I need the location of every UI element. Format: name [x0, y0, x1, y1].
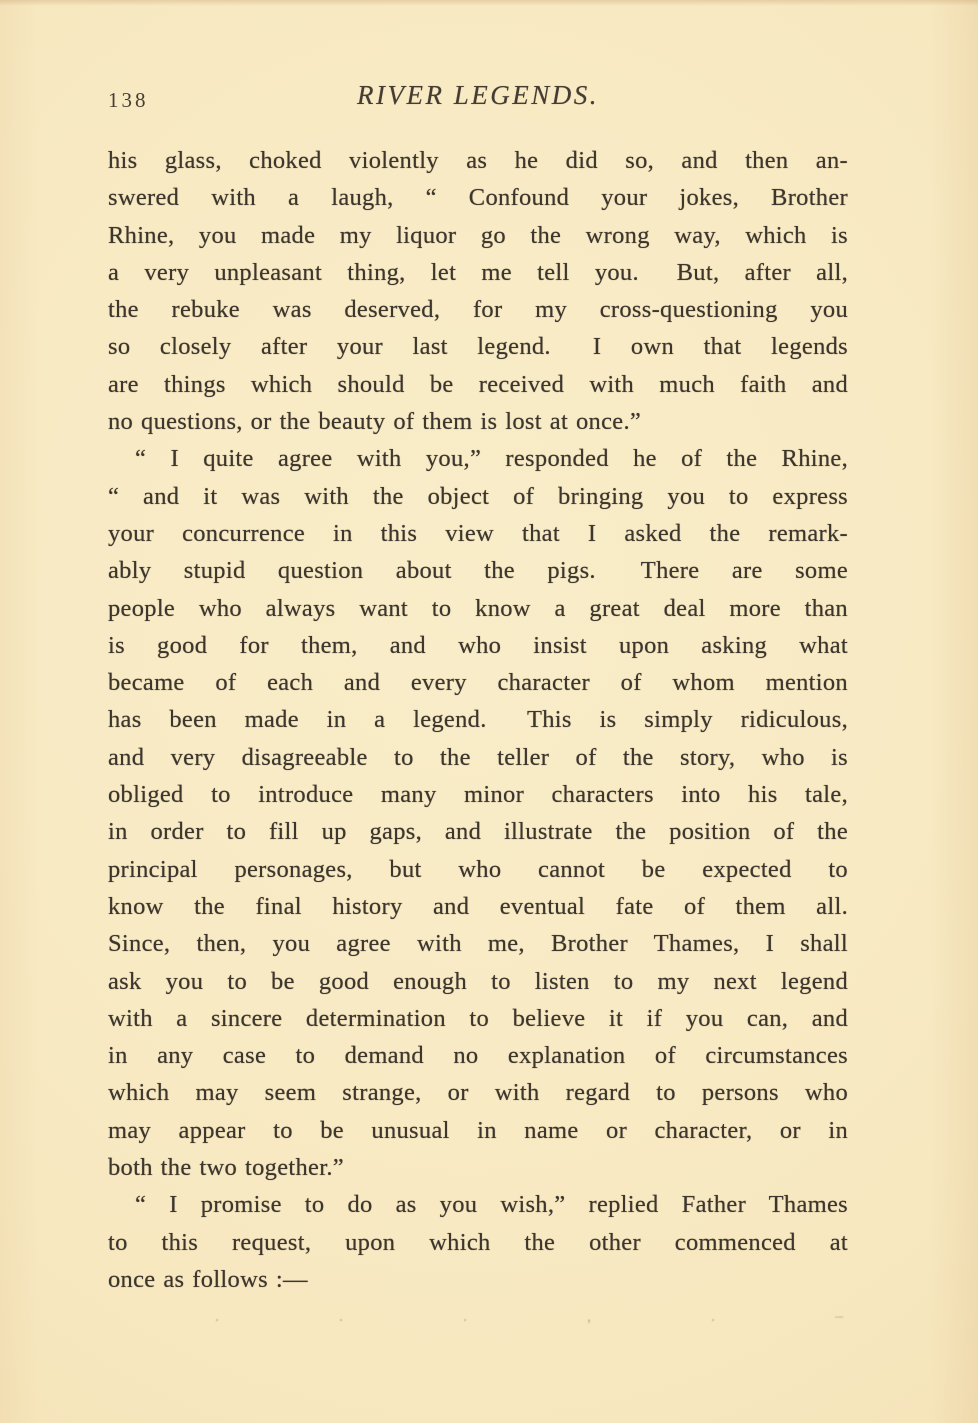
text-line: “ and it was with the object of bringing you to express — [108, 482, 848, 510]
text-line: and very disagreeable to the teller of the story, who is — [108, 743, 848, 771]
text-line: your concurrence in this view that I asked the remark- — [108, 519, 848, 547]
text-line: principal personages, but who cannot be expected to — [108, 855, 848, 883]
text-line: Since, then, you agree with me, Brother Thames, I shall — [108, 930, 848, 958]
page-body — [108, 142, 848, 1298]
text-line: once as follows :— — [108, 1265, 308, 1293]
page-title: RIVER LEGENDS. — [357, 80, 599, 110]
text-line: which may seem strange, or with regard to persons who — [108, 1079, 848, 1107]
text-line: his glass, choked violently as he did so, and then an- — [108, 147, 848, 174]
text-line: so closely after your last legend. I own that legends — [108, 333, 848, 361]
running-head — [108, 80, 848, 116]
text-line: obliged to introduce many minor characters into his tale, — [108, 781, 848, 809]
text-line: with a sincere determination to believe it if you can, and — [108, 1004, 848, 1032]
show-through-mark: – — [835, 1308, 843, 1325]
text-line: the rebuke was deserved, for my cross-questioning you — [108, 296, 848, 324]
text-line: in order to fill up gaps, and illustrate the position of the — [108, 818, 848, 846]
show-through-mark: . — [463, 1308, 467, 1325]
page-number: 138 — [108, 88, 149, 112]
text-line: both the two together.” — [108, 1154, 344, 1182]
show-through-mark: . — [711, 1308, 715, 1325]
text-line: know the final history and eventual fate of them all. — [108, 892, 848, 920]
show-through-mark: , — [587, 1308, 591, 1325]
text-line: no questions, or the beauty of them is lost at once.” — [108, 408, 642, 436]
text-line: has been made in a legend. This is simply ridiculous, — [108, 706, 848, 734]
text-line: to this request, upon which the other commenced at — [108, 1228, 848, 1256]
text-line: swered with a laugh, “ Confound your jokes, Brother — [108, 184, 848, 212]
text-line: “ I quite agree with you,” responded he of the Rhine, — [135, 445, 848, 473]
show-through-mark: . — [215, 1308, 219, 1325]
text-line: Rhine, you made my liquor go the wrong way, which is — [108, 221, 848, 249]
text-line: is good for them, and who insist upon asking what — [108, 631, 848, 659]
text-line: “ I promise to do as you wish,” replied Father Thames — [135, 1191, 848, 1219]
text-line: in any case to demand no explanation of circumstances — [108, 1042, 848, 1070]
text-line: a very unpleasant thing, let me tell you. But, after all, — [108, 258, 848, 286]
text-line: may appear to be unusual in name or character, or in — [108, 1116, 848, 1144]
show-through-mark: . — [339, 1308, 343, 1325]
text-line: ask you to be good enough to listen to my next legend — [108, 967, 848, 995]
text-line: became of each and every character of whom mention — [108, 669, 848, 697]
show-through-marks — [215, 1308, 843, 1326]
text-line: people who always want to know a great deal more than — [108, 594, 848, 622]
text-line: are things which should be received with much faith and — [108, 370, 848, 398]
text-line: ably stupid question about the pigs. There are some — [108, 557, 848, 585]
